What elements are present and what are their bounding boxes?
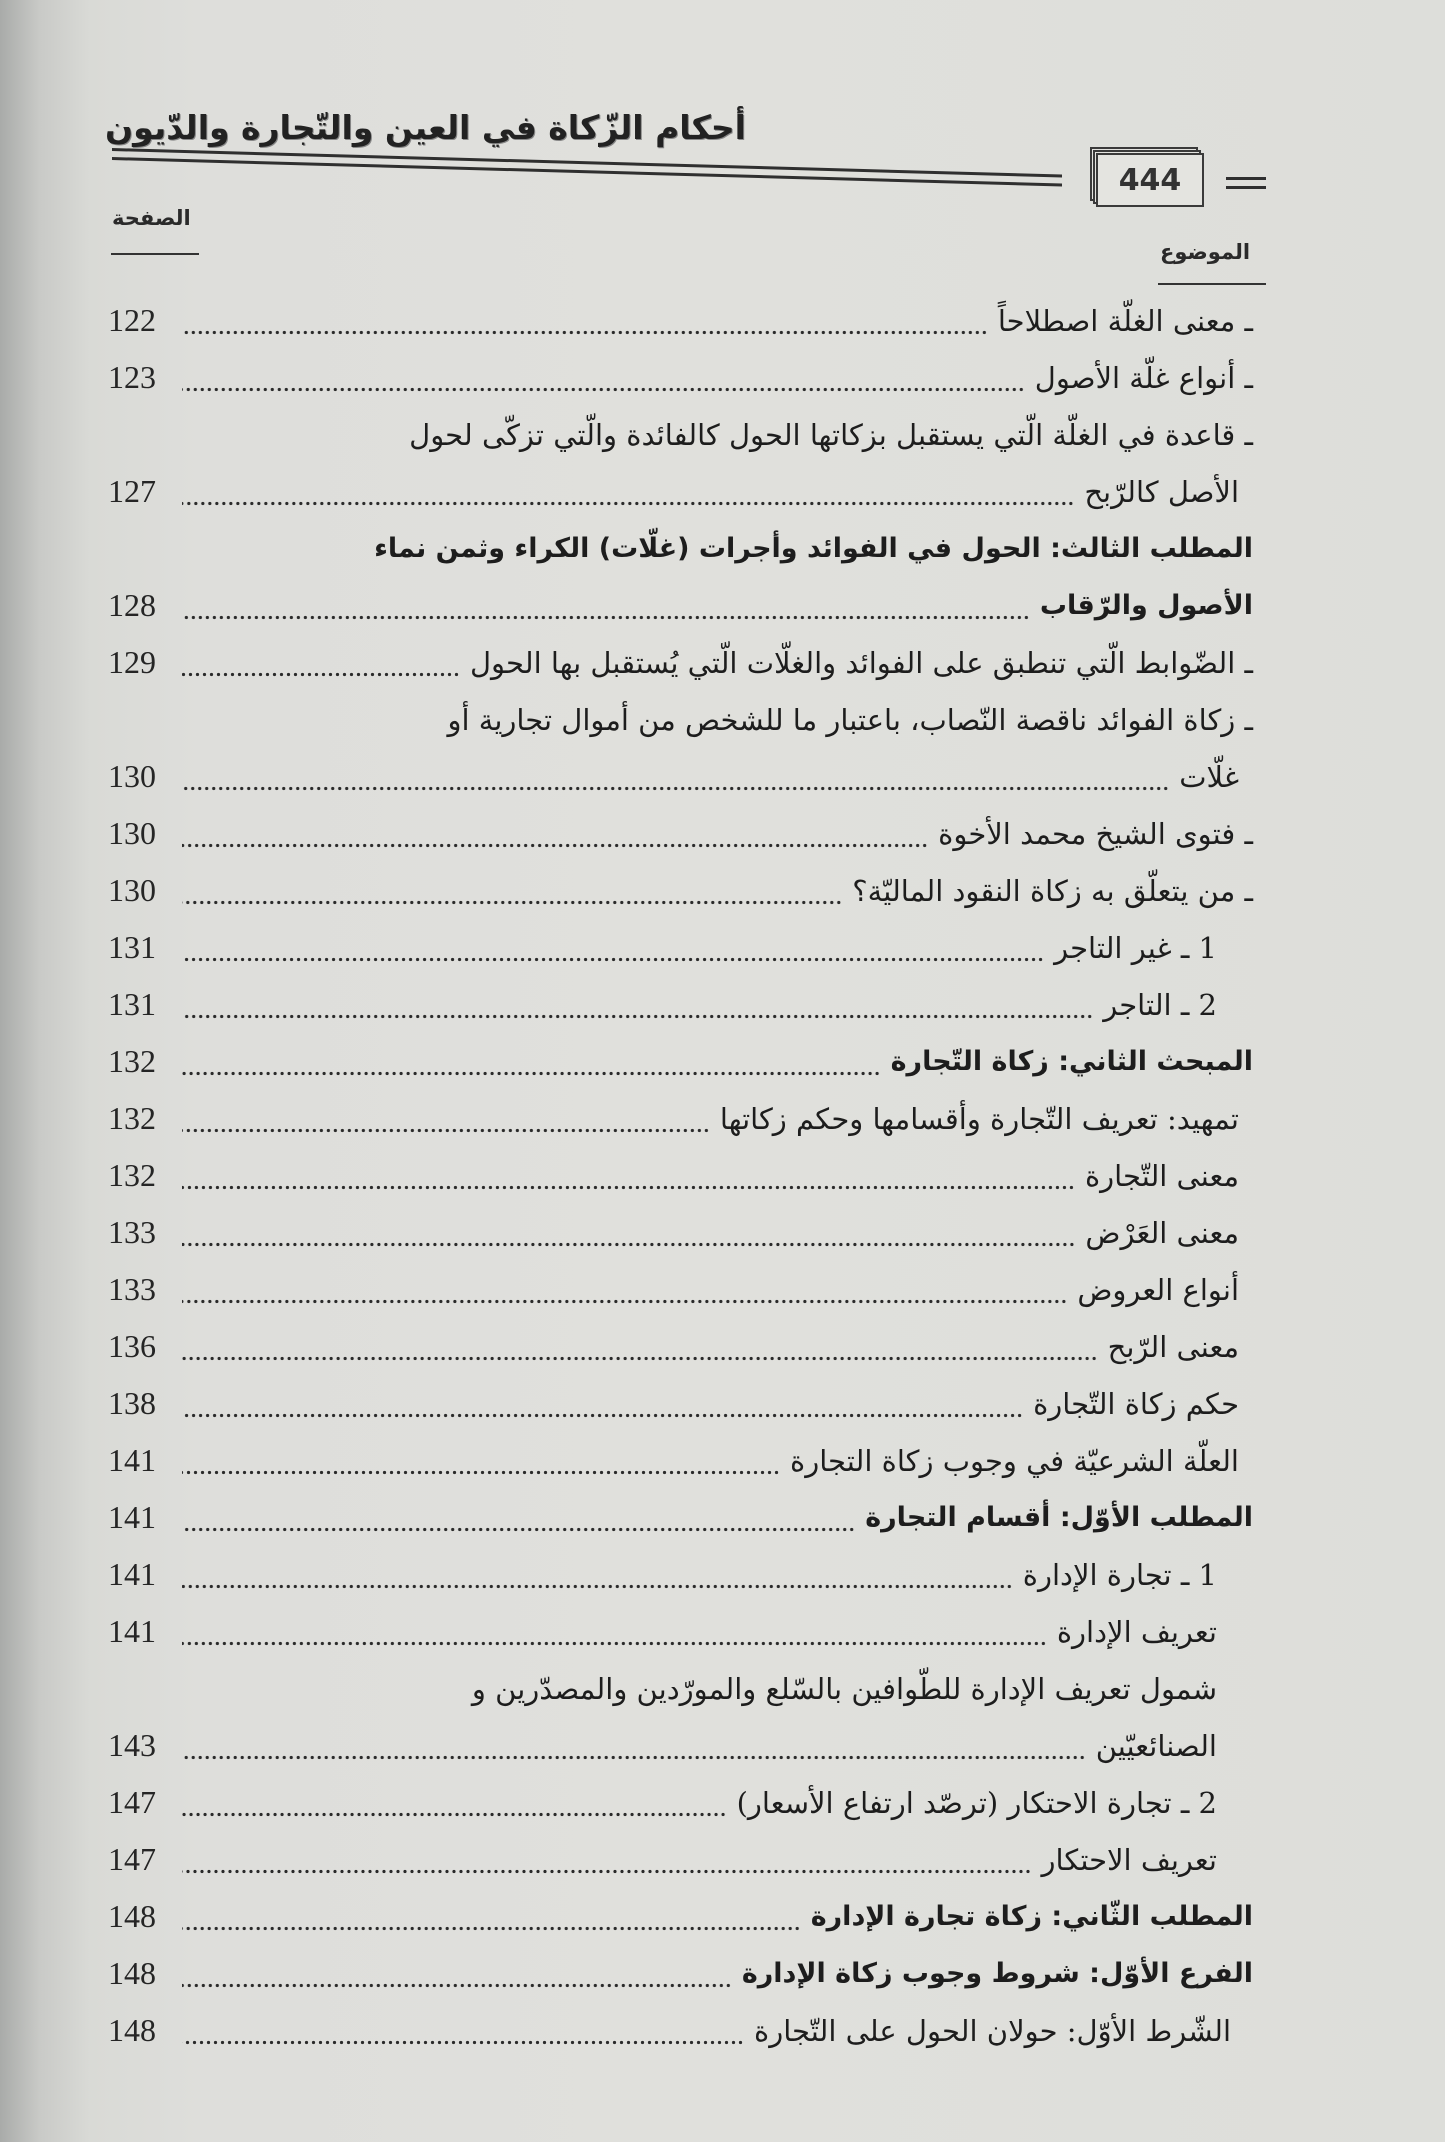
toc-entry-line [108,1717,1253,1774]
toc-entry-title: تمهيد: تعريف التّجارة وأقسامها وحكم زكاتها [719,1101,1239,1136]
toc-entry[interactable] [108,520,1253,634]
dot-leader [182,805,928,862]
toc-entry[interactable] [108,349,1253,406]
toc-entry-line [108,1888,1253,1945]
toc-entry-line [108,634,1253,691]
toc-entry-title: ـ زكاة الفوائد ناقصة النّصاب، باعتبار ما للشخص من أموال تجارية أو [447,702,1253,737]
toc-entry-page-number: 132 [108,1043,156,1079]
toc-entry-line [108,1945,1253,2002]
toc-entry[interactable] [108,1888,1253,1945]
toc-entry-title: 1 ـ تجارة الإدارة [1022,1557,1217,1592]
dot-leader [182,976,1093,1033]
toc-entry-title: حكم زكاة التّجارة [1033,1386,1239,1421]
toc-entry-line [108,463,1253,520]
toc-entry[interactable] [108,1204,1253,1261]
dot-leader [182,1090,710,1147]
toc-entry[interactable] [108,1774,1253,1831]
toc-entry-line [108,349,1253,406]
toc-entry-title: ـ أنواع غلّة الأصول [1034,360,1253,395]
toc-entry-page-number: 129 [108,644,156,680]
toc-entry[interactable] [108,1546,1253,1603]
toc-entry-line [108,1147,1253,1204]
toc-entry-title: الشّرط الأوّل: حولان الحول على التّجارة [754,2013,1231,2048]
page-column-label: الصفحة [112,206,191,230]
dot-leader [182,577,1030,634]
toc-entry-page-number: 141 [108,1499,156,1535]
toc-entry-title: ـ من يتعلّق به زكاة النقود الماليّة؟ [852,873,1253,908]
dot-leader [182,1945,732,2002]
header-rule-right [1226,186,1266,189]
toc-entry-page-number: 130 [108,815,156,851]
toc-entry[interactable] [108,2002,1253,2059]
toc-entry-page-number: 148 [108,1898,156,1934]
page-number: 444 [1096,153,1204,207]
toc-entry[interactable] [108,1147,1253,1204]
toc-entry-title: العلّة الشرعيّة في وجوب زكاة التجارة [790,1443,1239,1478]
toc-entry-title: الأصول والرّقاب [1039,590,1253,621]
toc-entry[interactable] [108,805,1253,862]
dot-leader [182,349,1025,406]
header-rule-right [1226,177,1266,180]
dot-leader [182,1546,1013,1603]
toc-entry-line [108,1774,1253,1831]
toc-entry[interactable] [108,634,1253,691]
toc-entry-title: تعريف الإدارة [1056,1614,1217,1649]
toc-entry[interactable] [108,1603,1253,1660]
running-title: أحكام الزّكاة في العين والتّجارة والدّيون [105,108,746,147]
toc-entry-page-number: 132 [108,1157,156,1193]
toc-entry-first-line [108,406,1253,463]
toc-entry-line [108,2002,1253,2059]
dot-leader [182,1147,1075,1204]
toc-entry-title: ـ معنى الغلّة اصطلاحاً [997,303,1253,338]
dot-leader [182,919,1044,976]
toc-entry-title: معنى التّجارة [1084,1158,1239,1193]
toc-entry-title: الفرع الأوّل: شروط وجوب زكاة الإدارة [741,1958,1253,1989]
dot-leader [182,1774,727,1831]
dot-leader [182,292,988,349]
toc-entry-title: المطلب الأوّل: أقسام التجارة [865,1502,1253,1533]
toc-entry[interactable] [108,292,1253,349]
toc-entry-title: شمول تعريف الإدارة للطّوافين بالسّلع والمورّدين والمصدّرين و [471,1671,1217,1706]
toc-entry[interactable] [108,1489,1253,1546]
toc-entry-page-number: 132 [108,1100,156,1136]
dot-leader [182,1033,881,1090]
dot-leader [182,1888,801,1945]
page-number-badge [1088,145,1206,207]
toc-entry-line [108,1204,1253,1261]
toc-entry-line [108,748,1253,805]
toc-entry[interactable] [108,691,1253,805]
toc-entry-title: الأصل كالرّبح [1084,474,1239,509]
toc-entry-line [108,292,1253,349]
toc-entry[interactable] [108,862,1253,919]
toc-entry-title: المطلب الثالث: الحول في الفوائد وأجرات (غلّات) الكراء وثمن نماء [374,533,1253,564]
toc-entry-title: تعريف الاحتكار [1041,1842,1217,1877]
toc-entry[interactable] [108,1033,1253,1090]
toc-entry[interactable] [108,919,1253,976]
toc-entry-page-number: 147 [108,1784,156,1820]
toc-entry-first-line [108,520,1253,577]
toc-entry-page-number: 148 [108,2012,156,2048]
toc-entry-first-line [108,691,1253,748]
table-of-contents [108,292,1253,2059]
toc-entry-page-number: 122 [108,302,156,338]
toc-entry-line [108,1831,1253,1888]
toc-entry-page-number: 133 [108,1271,156,1307]
toc-entry-title: معنى العَرْض [1085,1215,1239,1250]
toc-entry-page-number: 141 [108,1556,156,1592]
toc-entry-line [108,577,1253,634]
toc-entry[interactable] [108,1945,1253,2002]
toc-entry-line [108,976,1253,1033]
toc-entry-line [108,1090,1253,1147]
toc-entry[interactable] [108,406,1253,520]
toc-entry-page-number: 128 [108,587,156,623]
toc-entry-title: ـ قاعدة في الغلّة الّتي يستقبل بزكاتها الحول كالفائدة والّتي تزكّى لحول [409,417,1253,452]
toc-entry-line [108,1489,1253,1546]
dot-leader [182,1717,1086,1774]
toc-entry[interactable] [108,1090,1253,1147]
toc-entry-title: المطلب الثّاني: زكاة تجارة الإدارة [810,1901,1253,1932]
dot-leader [182,1831,1031,1888]
toc-entry-page-number: 141 [108,1442,156,1478]
subject-column-underline [1158,283,1266,285]
toc-entry-line [108,1432,1253,1489]
toc-entry-line [108,1546,1253,1603]
toc-entry-title: 2 ـ تجارة الاحتكار (ترصّد ارتفاع الأسعار) [736,1785,1217,1820]
toc-entry-page-number: 136 [108,1328,156,1364]
dot-leader [182,1261,1067,1318]
toc-entry[interactable] [108,976,1253,1033]
toc-entry-line [108,1318,1253,1375]
toc-entry-line [108,1033,1253,1090]
toc-entry-page-number: 131 [108,986,156,1022]
toc-entry[interactable] [108,1660,1253,1774]
toc-entry-line [108,1603,1253,1660]
toc-entry-line [108,919,1253,976]
toc-entry-page-number: 127 [108,473,156,509]
subject-column-label: الموضوع [1160,240,1251,264]
toc-entry-title: 1 ـ غير التاجر [1054,930,1217,965]
toc-entry[interactable] [108,1261,1253,1318]
toc-entry-page-number: 130 [108,758,156,794]
toc-entry-title: ـ فتوى الشيخ محمد الأخوة [938,816,1253,851]
toc-entry-line [108,862,1253,919]
toc-entry-page-number: 148 [108,1955,156,1991]
toc-entry-page-number: 138 [108,1385,156,1421]
toc-entry-line [108,1261,1253,1318]
toc-entry-page-number: 130 [108,872,156,908]
toc-entry-line [108,805,1253,862]
dot-leader [182,1432,780,1489]
dot-leader [182,634,460,691]
toc-entry-line [108,1375,1253,1432]
toc-entry-page-number: 133 [108,1214,156,1250]
toc-entry-page-number: 143 [108,1727,156,1763]
toc-entry-page-number: 131 [108,929,156,965]
toc-entry-page-number: 147 [108,1841,156,1877]
toc-entry[interactable] [108,1432,1253,1489]
toc-entry-page-number: 141 [108,1613,156,1649]
dot-leader [182,2002,744,2059]
toc-entry-title: 2 ـ التاجر [1103,987,1217,1022]
dot-leader [182,463,1074,520]
page-column-underline [111,253,199,255]
dot-leader [182,748,1169,805]
toc-entry-title: معنى الرّبح [1107,1329,1239,1364]
toc-entry-title: ـ الضّوابط الّتي تنطبق على الفوائد والغلّات الّتي يُستقبل بها الحول [469,645,1253,680]
toc-entry[interactable] [108,1375,1253,1432]
toc-entry-page-number: 123 [108,359,156,395]
toc-entry[interactable] [108,1831,1253,1888]
toc-entry-title: أنواع العروض [1077,1272,1239,1307]
dot-leader [182,1318,1098,1375]
toc-entry[interactable] [108,1318,1253,1375]
toc-entry-title: غلّات [1179,759,1239,794]
toc-entry-title: المبحث الثاني: زكاة التّجارة [890,1046,1253,1077]
toc-entry-title: الصنائعيّين [1095,1728,1217,1763]
dot-leader [182,1204,1075,1261]
dot-leader [182,1375,1023,1432]
dot-leader [182,1489,855,1546]
dot-leader [182,1603,1047,1660]
toc-entry-first-line [108,1660,1253,1717]
dot-leader [182,862,842,919]
